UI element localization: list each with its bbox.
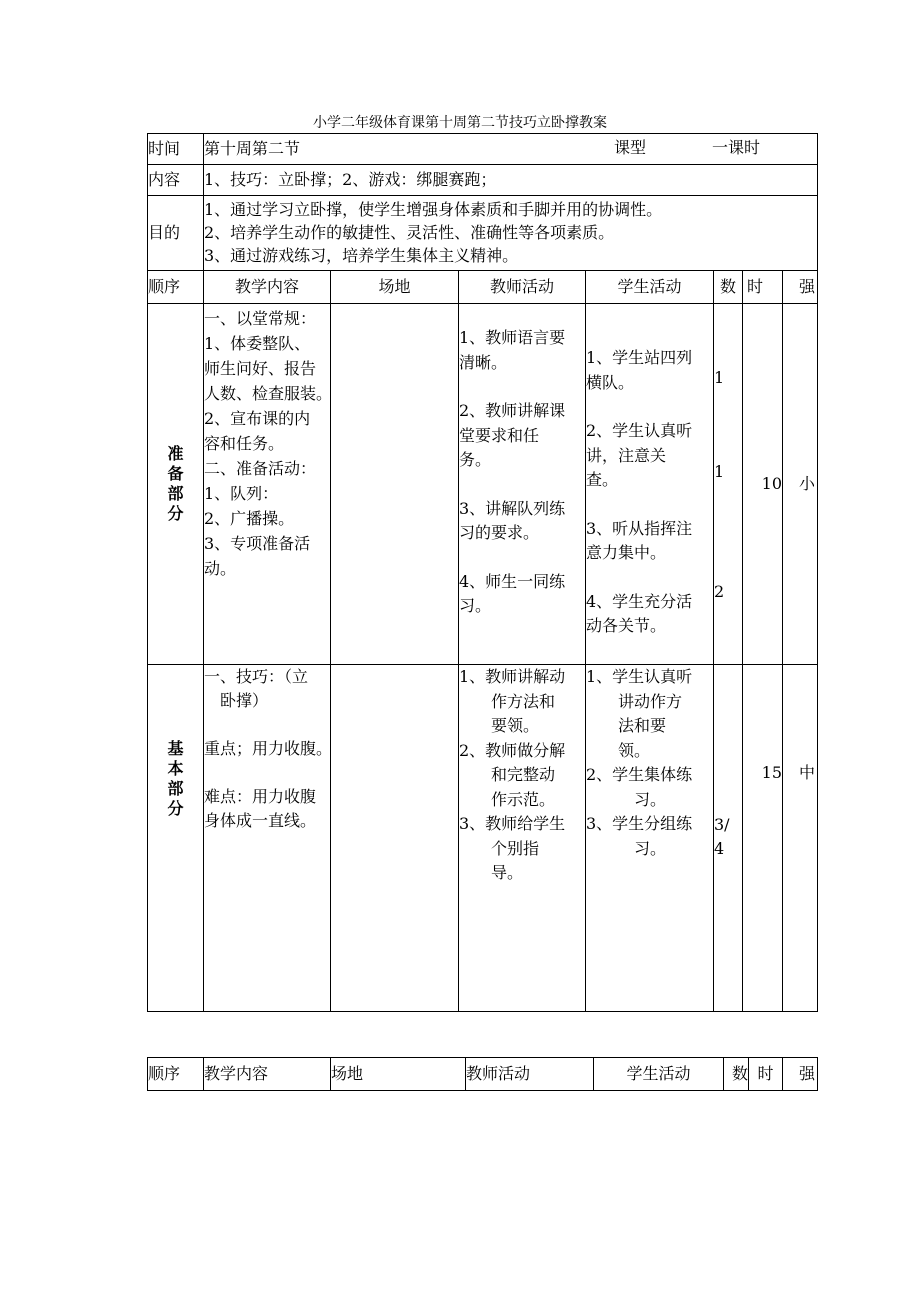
prep-intensity: 小: [783, 304, 818, 665]
col-venue: 场地: [331, 271, 459, 304]
content-label: 内容: [148, 165, 204, 196]
basic-section-label: 基 本 部 分: [167, 739, 184, 818]
col-student: 学生活动: [586, 271, 714, 304]
basic-counts: [714, 665, 743, 1012]
basic-content: 一、技巧：（立 卧撑） 重点；用力收腹。 难点：用力收腹 身体成一直线。: [204, 665, 331, 1012]
prep-counts: [714, 304, 743, 665]
basic-intensity: 中: [783, 665, 818, 1012]
content-value: 1、技巧：立卧撑；2、游戏：绑腿赛跑；: [204, 165, 818, 196]
type-label: 课型: [614, 138, 647, 157]
prep-venue: [331, 304, 459, 665]
column-header-row: [148, 271, 818, 304]
col-order: 顺序: [148, 1058, 204, 1091]
time-label: 时间: [148, 134, 204, 165]
goal-item: 1、通过学习立卧撑，使学生增强身体素质和手脚并用的协调性。: [204, 200, 663, 219]
col-venue: 场地: [331, 1058, 466, 1091]
col-time: 时: [743, 271, 783, 304]
content-row: [148, 165, 818, 196]
basic-venue: [331, 665, 459, 1012]
prep-section-label: 准 备 部 分: [167, 444, 184, 523]
col-content: 教学内容: [204, 271, 331, 304]
count-value: 1: [714, 462, 725, 481]
basic-time: 15: [743, 665, 783, 1012]
prep-teacher: 1、教师语言要 清晰。 2、教师讲解课 堂要求和任 务。 3、讲解队列练 习的要求。 4、师生一同练 习。: [459, 304, 586, 665]
col-content: 教学内容: [204, 1058, 331, 1091]
col-time: 时: [749, 1058, 783, 1091]
continuation-table: [147, 1057, 818, 1091]
col-count: 数: [724, 1058, 749, 1091]
col-teacher: 教师活动: [466, 1058, 594, 1091]
document-title: 小学二年级体育课第十周第二节技巧立卧撑教案: [313, 115, 607, 131]
type-value: 一课时: [712, 138, 761, 157]
prep-student: 1、学生站四列 横队。 2、学生认真听 讲，注意关 查。 3、听从指挥注 意力集中。 4、学生充分活 动各关节。: [586, 304, 714, 665]
col-count: 数: [714, 271, 743, 304]
goals-row: [148, 196, 818, 271]
goal-label: 目的: [148, 196, 204, 271]
col-teacher: 教师活动: [459, 271, 586, 304]
count-value: 4: [714, 839, 725, 858]
count-value: 3/: [714, 815, 730, 834]
prep-content: 一、以堂常规： 1、体委整队、 师生问好、报告 人数、检查服装。 2、宣布课的内 容和任务。 二、准备活动： 1、队列： 2、广播操。 3、专项准备活 动。: [204, 304, 331, 665]
col-intensity: 强: [783, 271, 818, 304]
time-row: [148, 134, 818, 165]
prep-time: 10: [743, 304, 783, 665]
basic-teacher: 1、教师讲解动 作方法和 要领。 2、教师做分解 和完整动 作示范。 3、教师给学生 个别指 导。: [459, 665, 586, 1012]
col-student: 学生活动: [594, 1058, 724, 1091]
basic-section-row: [148, 665, 818, 1012]
goal-item: 3、通过游戏练习，培养学生集体主义精神。: [204, 246, 519, 265]
basic-student: 1、学生认真听 讲动作方 法和要 领。 2、学生集体练 习。 3、学生分组练 习。: [586, 665, 714, 1012]
col-order: 顺序: [148, 271, 204, 304]
prep-section-row: [148, 304, 818, 665]
continuation-header-row: [148, 1058, 818, 1091]
count-value: 1: [714, 368, 725, 387]
count-value: 2: [714, 582, 725, 601]
lesson-plan-table: [147, 133, 818, 1012]
time-value: 第十周第二节: [204, 139, 301, 158]
goal-item: 2、培养学生动作的敏捷性、灵活性、准确性等各项素质。: [204, 223, 615, 242]
col-intensity: 强: [783, 1058, 818, 1091]
